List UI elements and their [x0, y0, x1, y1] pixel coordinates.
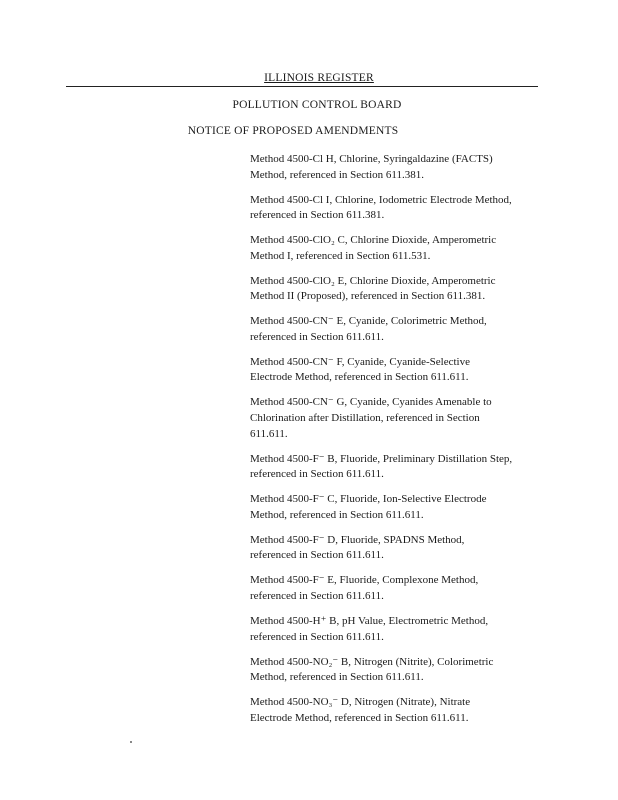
method-entry-line: Method 4500-ClO₂ C, Chlorine Dioxide, Amperometric: [250, 234, 497, 247]
method-list: [250, 152, 545, 736]
method-entry: [250, 452, 545, 483]
method-entry-line: Method 4500-Cl H, Chlorine, Syringaldazine (FACTS): [250, 153, 493, 165]
method-entry: [250, 695, 545, 726]
method-entry: [250, 533, 545, 564]
method-entry: [250, 193, 545, 224]
method-entry-line: referenced in Section 611.611.: [250, 549, 384, 562]
method-entry-line: Method 4500-NO₃⁻ D, Nitrogen (Nitrate), Nitrate: [250, 696, 471, 709]
method-entry: [250, 655, 545, 686]
method-entry-line: Method 4500-CN⁻ F, Cyanide, Cyanide-Selective: [250, 355, 470, 368]
method-entry-line: Method, referenced in Section 611.611.: [250, 508, 424, 521]
method-entry-line: Method II (Proposed), referenced in Section 611.381.: [250, 290, 486, 303]
method-entry-line: Method I, referenced in Section 611.531.: [250, 249, 431, 262]
method-entry-line: Method 4500-F⁻ C, Fluoride, Ion-Selective Electrode: [250, 493, 487, 506]
method-entry-line: Method 4500-H⁺ B, pH Value, Electrometric Method,: [250, 614, 489, 627]
method-entry: [250, 614, 545, 645]
stray-mark: [130, 741, 132, 743]
method-entry-line: referenced in Section 611.611.: [250, 330, 384, 343]
notice-title: NOTICE OF PROPOSED AMENDMENTS: [187, 125, 399, 137]
method-entry-line: referenced in Section 611.611.: [250, 630, 384, 643]
method-entry: [250, 573, 545, 604]
method-entry-line: Method 4500-NO₂⁻ B, Nitrogen (Nitrite), Colorimetric: [250, 655, 494, 668]
method-entry-line: Method, referenced in Section 611.381.: [250, 168, 425, 181]
method-entry-line: Method 4500-CN⁻ E, Cyanide, Colorimetric Method,: [250, 315, 487, 328]
method-entry-line: referenced in Section 611.611.: [250, 468, 384, 481]
method-entry: [250, 355, 545, 386]
method-entry-line: Method 4500-F⁻ E, Fluoride, Complexone Method,: [250, 574, 479, 587]
method-entry: [250, 152, 545, 183]
method-entry-line: Method 4500-F⁻ B, Fluoride, Preliminary Distillation Step,: [250, 452, 513, 465]
register-title: ILLINOIS REGISTER: [264, 72, 374, 84]
method-entry-line: Method 4500-F⁻ D, Fluoride, SPADNS Method,: [250, 533, 465, 546]
method-entry-line: Chlorination after Distillation, referenced in Section: [250, 412, 480, 425]
method-entry-line: referenced in Section 611.381.: [250, 209, 385, 222]
method-entry-line: Electrode Method, referenced in Section 611.611.: [250, 711, 469, 724]
method-entry: [250, 233, 545, 264]
header-rule: [66, 86, 538, 87]
method-entry-line: Method 4500-ClO₂ E, Chlorine Dioxide, Amperometric: [250, 274, 496, 287]
method-entry: [250, 395, 545, 442]
method-entry: [250, 314, 545, 345]
method-entry-line: Method 4500-CN⁻ G, Cyanide, Cyanides Amenable to: [250, 396, 492, 409]
method-entry-line: Method, referenced in Section 611.611.: [250, 671, 424, 684]
method-entry-line: Electrode Method, referenced in Section 611.611.: [250, 371, 469, 384]
board-title: POLLUTION CONTROL BOARD: [232, 99, 402, 111]
method-entry-line: referenced in Section 611.611.: [250, 589, 384, 602]
method-entry-line: 611.611.: [250, 427, 288, 440]
method-entry-line: Method 4500-Cl I, Chlorine, Iodometric Electrode Method,: [250, 193, 512, 206]
method-entry: [250, 492, 545, 523]
method-entry: [250, 274, 545, 305]
